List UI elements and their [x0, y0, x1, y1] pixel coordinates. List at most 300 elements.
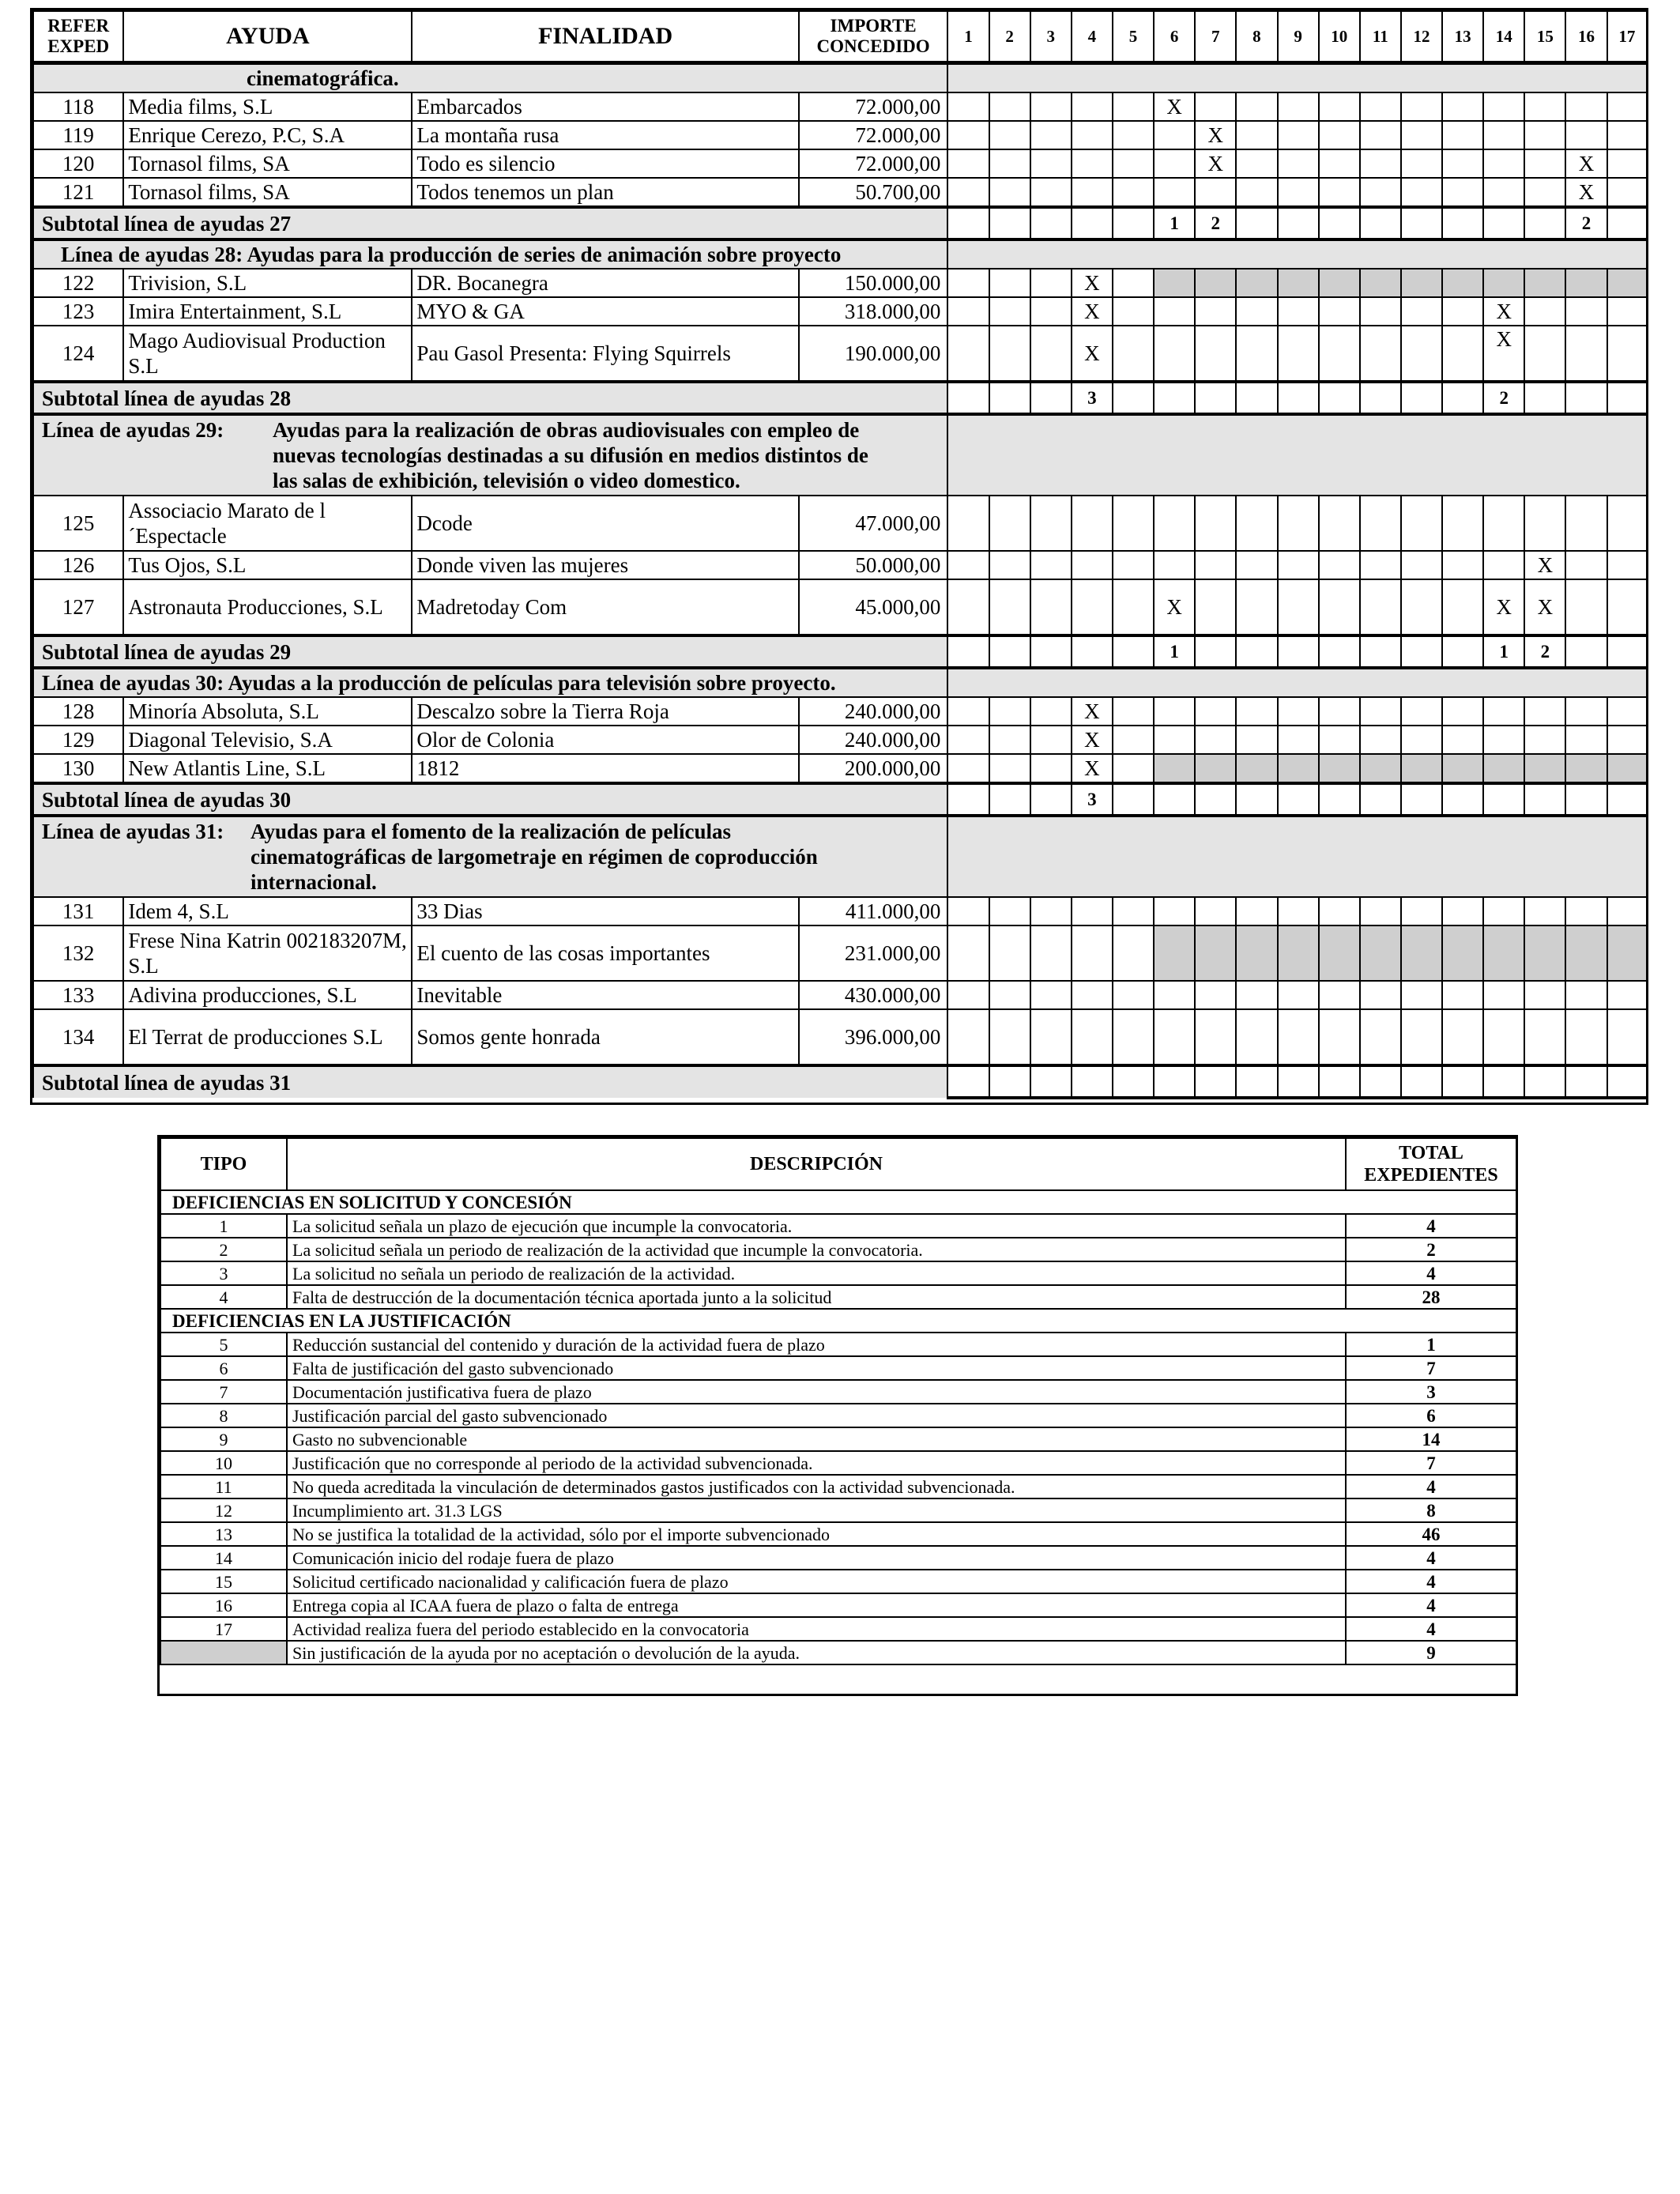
mark-cell: [1030, 326, 1072, 382]
header-col-10: 10: [1319, 11, 1360, 63]
mark-cell: [947, 754, 989, 783]
row-ayuda: El Terrat de producciones S.L: [123, 1009, 412, 1065]
mark-cell: [1524, 149, 1565, 178]
mark-cell: [1030, 551, 1072, 579]
shaded-cell: [1154, 754, 1195, 783]
mark-cell: [1401, 92, 1442, 121]
mark-cell: [1319, 551, 1360, 579]
mark-cell: [1401, 697, 1442, 726]
mark-cell: [1401, 551, 1442, 579]
mark-cell: X: [1524, 579, 1565, 635]
header-col-14: 14: [1483, 11, 1524, 63]
line-title-text-1: Ayudas para el fomento de la realización de películas: [250, 820, 731, 843]
legend-row: [160, 1546, 1516, 1570]
mark-cell: [1236, 178, 1277, 207]
mark-cell: [1278, 207, 1319, 239]
mark-cell: [1154, 726, 1195, 754]
mark-cell: X: [1154, 92, 1195, 121]
mark-cell: [989, 783, 1030, 816]
legend-desc: Reducción sustancial del contenido y duración de la actividad fuera de plazo: [287, 1333, 1346, 1356]
mark-cell: [947, 1065, 989, 1098]
mark-cell: [1565, 297, 1607, 326]
mark-cell: [989, 1065, 1030, 1098]
mark-cell: [1401, 897, 1442, 925]
mark-cell: [989, 178, 1030, 207]
mark-cell: [947, 92, 989, 121]
mark-cell: [1195, 326, 1236, 382]
subtotal-label: Subtotal línea de ayudas 27: [33, 207, 947, 239]
table-row: [33, 981, 1647, 1009]
mark-cell: [1442, 297, 1483, 326]
mark-cell: [1072, 1065, 1113, 1098]
mark-cell: [947, 726, 989, 754]
shaded-cell: [1442, 754, 1483, 783]
mark-cell: [947, 981, 989, 1009]
legend-total: 46: [1346, 1522, 1516, 1546]
header-col-17: 17: [1607, 11, 1647, 63]
mark-cell: [1607, 635, 1647, 668]
legend-tipo: 9: [160, 1427, 287, 1451]
subtotal-count: 3: [1072, 783, 1113, 816]
row-importe: 430.000,00: [799, 981, 948, 1009]
row-finalidad: Dcode: [412, 496, 798, 551]
shaded-cell: [1360, 925, 1401, 981]
mark-cell: [1195, 579, 1236, 635]
row-finalidad: Embarcados: [412, 92, 798, 121]
row-finalidad: Todos tenemos un plan: [412, 178, 798, 207]
mark-cell: [947, 551, 989, 579]
row-ayuda: Idem 4, S.L: [123, 897, 412, 925]
mark-cell: [989, 207, 1030, 239]
mark-cell: [1278, 726, 1319, 754]
mark-cell: [1401, 121, 1442, 149]
mark-cell: [1195, 382, 1236, 414]
legend-row: [160, 1380, 1516, 1404]
mark-cell: [1030, 178, 1072, 207]
mark-cell: [1113, 754, 1154, 783]
legend-tipo: 12: [160, 1498, 287, 1522]
mark-cell: [1030, 1065, 1072, 1098]
table-row: [33, 121, 1647, 149]
header-importe-line1: IMPORTE: [830, 16, 917, 36]
mark-cell: [1195, 897, 1236, 925]
mark-cell: [1195, 1065, 1236, 1098]
header-ref: [33, 11, 123, 63]
legend-section-title: DEFICIENCIAS EN SOLICITUD Y CONCESIÓN: [160, 1190, 1516, 1214]
row-ayuda: Astronauta Producciones, S.L: [123, 579, 412, 635]
mark-cell: [1483, 121, 1524, 149]
mark-cell: [1113, 382, 1154, 414]
mark-cell: [1607, 149, 1647, 178]
subtotal-row: [33, 382, 1647, 414]
mark-cell: [1565, 326, 1607, 382]
mark-cell: [989, 981, 1030, 1009]
row-ref: 130: [33, 754, 123, 783]
mark-cell: [1030, 149, 1072, 178]
row-ayuda: Enrique Cerezo, P.C, S.A: [123, 121, 412, 149]
mark-cell: X: [1072, 754, 1113, 783]
shaded-cell: [1401, 269, 1442, 297]
table-row: [33, 178, 1647, 207]
shaded-cell: [1524, 925, 1565, 981]
legend-tipo: 10: [160, 1451, 287, 1475]
mark-cell: [1030, 297, 1072, 326]
mark-cell: [1113, 697, 1154, 726]
mark-cell: [1113, 925, 1154, 981]
mark-cell: [1030, 92, 1072, 121]
mark-cell: [1607, 981, 1647, 1009]
row-importe: 190.000,00: [799, 326, 948, 382]
shaded-cell: [1278, 925, 1319, 981]
row-ref: 127: [33, 579, 123, 635]
legend-total: 7: [1346, 1356, 1516, 1380]
mark-cell: [1236, 783, 1277, 816]
mark-cell: X: [1072, 726, 1113, 754]
mark-cell: [947, 178, 989, 207]
header-ref-line1: REFER: [47, 16, 110, 36]
line-title-prefix: Línea de ayudas 29:: [42, 418, 224, 442]
mark-cell: [1442, 1009, 1483, 1065]
mark-cell: [989, 897, 1030, 925]
shaded-cell: [1524, 269, 1565, 297]
legend-total: 4: [1346, 1475, 1516, 1498]
line-continuation-row: [33, 63, 1647, 93]
table-row: [33, 297, 1647, 326]
mark-cell: [1607, 697, 1647, 726]
row-finalidad: DR. Bocanegra: [412, 269, 798, 297]
shaded-cell: [1524, 754, 1565, 783]
mark-cell: [1565, 551, 1607, 579]
shaded-cell: [1236, 925, 1277, 981]
mark-cell: [1195, 297, 1236, 326]
mark-cell: [1483, 1065, 1524, 1098]
mark-cell: [1319, 92, 1360, 121]
mark-cell: [947, 925, 989, 981]
legend-row: [160, 1593, 1516, 1617]
row-importe: 240.000,00: [799, 697, 948, 726]
row-importe: 50.000,00: [799, 551, 948, 579]
legend-total: 8: [1346, 1498, 1516, 1522]
mark-cell: [1236, 207, 1277, 239]
mark-cell: [1319, 297, 1360, 326]
mark-cell: [1524, 207, 1565, 239]
legend-desc: Falta de destrucción de la documentación técnica aportada junto a la solicitud: [287, 1285, 1346, 1309]
mark-cell: [1030, 925, 1072, 981]
shaded-cell: [1319, 754, 1360, 783]
mark-cell: [1524, 697, 1565, 726]
table-row: [33, 925, 1647, 981]
subtotal-label: Subtotal línea de ayudas 31: [33, 1065, 947, 1098]
mark-cell: [1278, 981, 1319, 1009]
mark-cell: [989, 269, 1030, 297]
row-finalidad: 1812: [412, 754, 798, 783]
mark-cell: [1278, 326, 1319, 382]
mark-cell: [1524, 326, 1565, 382]
mark-cell: [1565, 697, 1607, 726]
line-title-text-3: internacional.: [250, 870, 377, 894]
legend-desc: Sin justificación de la ayuda por no aceptación o devolución de la ayuda.: [287, 1641, 1346, 1664]
row-ref: 124: [33, 326, 123, 382]
shaded-cell: [1195, 925, 1236, 981]
mark-cell: [1072, 1009, 1113, 1065]
mark-cell: [1565, 726, 1607, 754]
mark-cell: [1607, 726, 1647, 754]
legend-row: [160, 1498, 1516, 1522]
legend-desc: No queda acreditada la vinculación de determinados gastos justificados con la actividad subvencionada.: [287, 1475, 1346, 1498]
row-importe: 318.000,00: [799, 297, 948, 326]
mark-cell: [1442, 897, 1483, 925]
legend-desc: Actividad realiza fuera del periodo establecido en la convocatoria: [287, 1617, 1346, 1641]
mark-cell: [1113, 178, 1154, 207]
legend-desc: Solicitud certificado nacionalidad y calificación fuera de plazo: [287, 1570, 1346, 1593]
mark-cell: [1236, 92, 1277, 121]
mark-cell: [1319, 1009, 1360, 1065]
mark-cell: [1360, 551, 1401, 579]
mark-cell: [1195, 697, 1236, 726]
mark-cell: X: [1565, 178, 1607, 207]
mark-cell: [1401, 178, 1442, 207]
mark-cell: [1401, 1009, 1442, 1065]
mark-cell: [1113, 1065, 1154, 1098]
mark-cell: [1072, 635, 1113, 668]
header-col-2: 2: [989, 11, 1030, 63]
mark-cell: [1360, 121, 1401, 149]
mark-cell: [1607, 551, 1647, 579]
mark-cell: [1319, 178, 1360, 207]
mark-cell: [1401, 579, 1442, 635]
mark-cell: X: [1524, 551, 1565, 579]
legend-header-total: [1346, 1138, 1516, 1190]
mark-cell: [989, 697, 1030, 726]
legend-row: [160, 1404, 1516, 1427]
legend-tipo: 8: [160, 1404, 287, 1427]
mark-cell: [1483, 496, 1524, 551]
mark-cell: [1319, 1065, 1360, 1098]
mark-cell: [1360, 1009, 1401, 1065]
mark-cell: [1030, 269, 1072, 297]
mark-cell: [1442, 1065, 1483, 1098]
mark-cell: [1360, 635, 1401, 668]
row-ref: 128: [33, 697, 123, 726]
shaded-cell: [1607, 754, 1647, 783]
row-ref: 129: [33, 726, 123, 754]
mark-cell: [1401, 726, 1442, 754]
row-importe: 72.000,00: [799, 92, 948, 121]
subtotal-row: [33, 783, 1647, 816]
mark-cell: [1154, 326, 1195, 382]
row-importe: 47.000,00: [799, 496, 948, 551]
mark-cell: [1360, 579, 1401, 635]
mark-cell: [1278, 635, 1319, 668]
legend-header-total-line2: EXPEDIENTES: [1364, 1165, 1498, 1186]
mark-cell: [1113, 92, 1154, 121]
mark-cell: [1401, 496, 1442, 551]
legend-table-container: [157, 1135, 1518, 1696]
mark-cell: [1030, 783, 1072, 816]
subtotal-count: 2: [1524, 635, 1565, 668]
mark-cell: [1442, 382, 1483, 414]
mark-cell: [1113, 326, 1154, 382]
row-finalidad: Madretoday Com: [412, 579, 798, 635]
legend-desc: No se justifica la totalidad de la actividad, sólo por el importe subvencionado: [287, 1522, 1346, 1546]
mark-cell: [1607, 1065, 1647, 1098]
mark-cell: [989, 92, 1030, 121]
legend-tipo: 11: [160, 1475, 287, 1498]
mark-cell: [1236, 297, 1277, 326]
row-ayuda: Frese Nina Katrin 002183207M, S.L: [123, 925, 412, 981]
mark-cell: [1236, 579, 1277, 635]
header-col-12: 12: [1401, 11, 1442, 63]
mark-cell: [1319, 783, 1360, 816]
mark-cell: [1195, 496, 1236, 551]
legend-tipo: 13: [160, 1522, 287, 1546]
continuation-text: cinematográfica.: [247, 66, 399, 90]
legend-desc: La solicitud señala un periodo de realización de la actividad que incumple la convocatoria.: [287, 1238, 1346, 1261]
legend-desc: La solicitud señala un plazo de ejecución que incumple la convocatoria.: [287, 1214, 1346, 1238]
mark-cell: [1565, 496, 1607, 551]
legend-tipo: 2: [160, 1238, 287, 1261]
mark-cell: [1319, 981, 1360, 1009]
header-ref-line2: EXPED: [47, 36, 110, 56]
mark-cell: [1607, 496, 1647, 551]
mark-cell: [1113, 897, 1154, 925]
row-importe: 150.000,00: [799, 269, 948, 297]
legend-desc: Incumplimiento art. 31.3 LGS: [287, 1498, 1346, 1522]
mark-cell: [1278, 149, 1319, 178]
row-finalidad: El cuento de las cosas importantes: [412, 925, 798, 981]
mark-cell: X: [1072, 297, 1113, 326]
legend-row: [160, 1238, 1516, 1261]
mark-cell: X: [1483, 326, 1524, 382]
shaded-cell: [1401, 754, 1442, 783]
row-importe: 200.000,00: [799, 754, 948, 783]
shaded-cell: [1442, 925, 1483, 981]
row-finalidad: Somos gente honrada: [412, 1009, 798, 1065]
mark-cell: [1483, 726, 1524, 754]
mark-cell: [1607, 207, 1647, 239]
mark-cell: [947, 297, 989, 326]
table-row: [33, 551, 1647, 579]
mark-cell: [1113, 783, 1154, 816]
subtotal-count: 1: [1154, 635, 1195, 668]
header-col-9: 9: [1278, 11, 1319, 63]
row-importe: 72.000,00: [799, 121, 948, 149]
mark-cell: [947, 783, 989, 816]
mark-cell: [1524, 178, 1565, 207]
legend-desc: Justificación que no corresponde al periodo de la actividad subvencionada.: [287, 1451, 1346, 1475]
mark-cell: [1278, 697, 1319, 726]
mark-cell: [1154, 1009, 1195, 1065]
row-ref: 122: [33, 269, 123, 297]
row-ref: 132: [33, 925, 123, 981]
row-finalidad: Descalzo sobre la Tierra Roja: [412, 697, 798, 726]
line-title: [33, 816, 947, 897]
mark-cell: [1565, 382, 1607, 414]
mark-cell: [1154, 981, 1195, 1009]
legend-tipo: 16: [160, 1593, 287, 1617]
mark-cell: [1278, 551, 1319, 579]
mark-cell: [1030, 382, 1072, 414]
mark-cell: [1236, 1009, 1277, 1065]
mark-cell: [1524, 382, 1565, 414]
mark-cell: [1524, 92, 1565, 121]
shaded-cell: [1195, 754, 1236, 783]
mark-cell: [1442, 326, 1483, 382]
mark-cell: [1236, 121, 1277, 149]
mark-cell: X: [1072, 697, 1113, 726]
mark-cell: [989, 925, 1030, 981]
mark-cell: [1154, 178, 1195, 207]
row-ref: 125: [33, 496, 123, 551]
mark-cell: [1154, 297, 1195, 326]
mark-cell: [989, 635, 1030, 668]
mark-cell: [1154, 897, 1195, 925]
mark-cell: [1483, 897, 1524, 925]
legend-header-descripcion: DESCRIPCIÓN: [287, 1138, 1346, 1190]
mark-cell: [1360, 897, 1401, 925]
mark-cell: [1607, 121, 1647, 149]
row-ayuda: New Atlantis Line, S.L: [123, 754, 412, 783]
row-importe: 45.000,00: [799, 579, 948, 635]
header-col-13: 13: [1442, 11, 1483, 63]
mark-cell: [1565, 635, 1607, 668]
mark-cell: [1319, 121, 1360, 149]
header-finalidad: FINALIDAD: [412, 11, 798, 63]
mark-cell: [1607, 579, 1647, 635]
shaded-cell: [1607, 925, 1647, 981]
row-ref: 121: [33, 178, 123, 207]
mark-cell: [1401, 297, 1442, 326]
row-finalidad: La montaña rusa: [412, 121, 798, 149]
mark-cell: [1524, 496, 1565, 551]
mark-cell: [1524, 1009, 1565, 1065]
mark-cell: [1113, 1009, 1154, 1065]
mark-cell: [1278, 92, 1319, 121]
line-title: Línea de ayudas 28: Ayudas para la producción de series de animación sobre proyecto: [33, 239, 947, 269]
mark-cell: [1565, 1065, 1607, 1098]
mark-cell: X: [1154, 579, 1195, 635]
mark-cell: [1154, 149, 1195, 178]
shaded-cell: [1442, 269, 1483, 297]
row-ayuda: Imira Entertainment, S.L: [123, 297, 412, 326]
mark-cell: [1442, 496, 1483, 551]
row-importe: 231.000,00: [799, 925, 948, 981]
mark-cell: [1278, 1065, 1319, 1098]
line-title: [33, 414, 947, 496]
legend-tipo: 14: [160, 1546, 287, 1570]
shaded-cell: [1483, 925, 1524, 981]
mark-cell: [1401, 635, 1442, 668]
header-col-3: 3: [1030, 11, 1072, 63]
mark-cell: [1565, 897, 1607, 925]
legend-desc: Justificación parcial del gasto subvencionado: [287, 1404, 1346, 1427]
mark-cell: [1236, 897, 1277, 925]
legend-row: [160, 1617, 1516, 1641]
mark-cell: [1442, 783, 1483, 816]
mark-cell: [1278, 897, 1319, 925]
legend-total: 4: [1346, 1261, 1516, 1285]
mark-cell: [1319, 496, 1360, 551]
row-finalidad: 33 Dias: [412, 897, 798, 925]
mark-cell: [1030, 579, 1072, 635]
mark-cell: [1607, 178, 1647, 207]
mark-cell: [1030, 207, 1072, 239]
mark-cell: [1360, 382, 1401, 414]
header-col-4: 4: [1072, 11, 1113, 63]
row-ref: 120: [33, 149, 123, 178]
mark-cell: [1278, 579, 1319, 635]
mark-cell: [1360, 326, 1401, 382]
